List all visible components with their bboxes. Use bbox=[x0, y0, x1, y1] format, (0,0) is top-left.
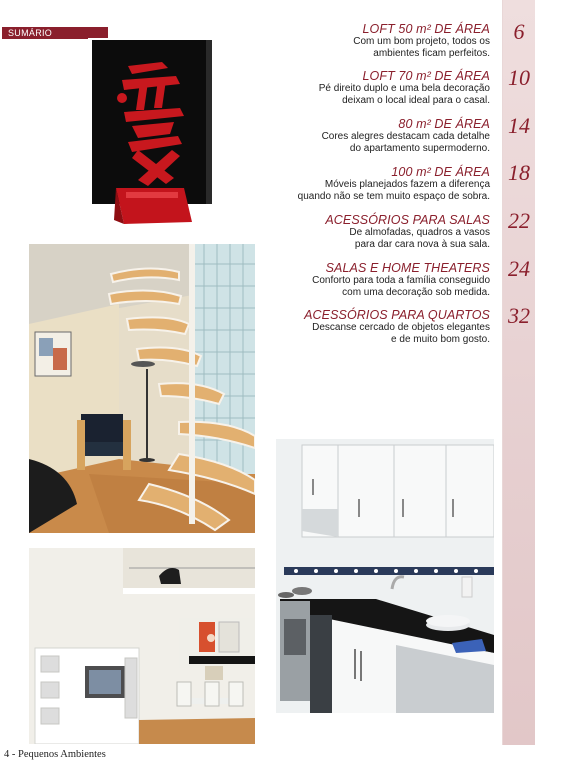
toc-entry-title: ACESSÓRIOS PARA QUARTOS bbox=[304, 308, 490, 322]
page-number-6[interactable]: 24 bbox=[508, 256, 530, 281]
toc-entry[interactable] bbox=[210, 308, 490, 345]
page-number-4[interactable]: 18 bbox=[508, 160, 530, 185]
page-number-1[interactable]: 6 bbox=[513, 19, 525, 44]
page-footer: 4 - Pequenos Ambientes bbox=[4, 749, 106, 760]
toc-entry[interactable] bbox=[210, 165, 490, 202]
photo-loft-living bbox=[29, 548, 255, 744]
page-number-3[interactable]: 14 bbox=[508, 113, 530, 138]
toc-entry-desc: deixam o local ideal para o casal. bbox=[342, 94, 490, 106]
toc-entry-desc: Pé direito duplo e uma bela decoração bbox=[318, 83, 490, 94]
toc-entry-title: LOFT 70 m² DE ÁREA bbox=[362, 69, 490, 83]
toc-entry-title: ACESSÓRIOS PARA SALAS bbox=[325, 213, 490, 227]
page-number-5[interactable]: 22 bbox=[508, 208, 530, 233]
toc-entry[interactable] bbox=[210, 22, 490, 59]
toc-entry-title: 80 m² DE ÁREA bbox=[398, 117, 490, 131]
toc-entry-title: SALAS E HOME THEATERS bbox=[325, 261, 490, 275]
toc-entry[interactable] bbox=[210, 69, 490, 106]
toc-entry[interactable] bbox=[210, 213, 490, 250]
toc-entry-desc: De almofadas, quadros a vasos bbox=[349, 227, 490, 238]
section-tag: SUMÁRIO bbox=[2, 27, 108, 39]
photo-kitchen bbox=[276, 439, 494, 713]
photo-chinese-art bbox=[88, 38, 216, 230]
toc-entry-desc: Descanse cercado de objetos elegantes bbox=[312, 322, 490, 333]
toc-entry-desc: para dar cara nova à sua sala. bbox=[354, 238, 490, 250]
page-number-sidebar bbox=[502, 0, 535, 745]
toc-entry-desc: quando não se tem muito espaço de sobra. bbox=[297, 190, 490, 202]
toc-entry-title: 100 m² DE ÁREA bbox=[391, 165, 490, 179]
toc-entry[interactable] bbox=[210, 117, 490, 154]
toc-entry-desc: Cores alegres destacam cada detalhe bbox=[321, 131, 490, 142]
toc-entry-desc: Móveis planejados fazem a diferença bbox=[324, 179, 490, 190]
toc-entry-desc: e de muito bom gosto. bbox=[391, 333, 490, 345]
toc-entry-desc: Com um bom projeto, todos os bbox=[353, 36, 490, 47]
page-number-7[interactable]: 32 bbox=[508, 303, 530, 328]
toc-entry-title: LOFT 50 m² DE ÁREA bbox=[362, 22, 490, 36]
toc-entry-desc: Conforto para toda a família conseguido bbox=[312, 275, 490, 286]
toc-entry-desc: com uma decoração sob medida. bbox=[342, 286, 490, 298]
toc-entry-desc: do apartamento supermoderno. bbox=[349, 142, 490, 154]
toc-entry[interactable] bbox=[210, 261, 490, 298]
toc-entry-desc: ambientes ficam perfeitos. bbox=[373, 47, 490, 59]
page-number-2[interactable]: 10 bbox=[508, 65, 530, 90]
